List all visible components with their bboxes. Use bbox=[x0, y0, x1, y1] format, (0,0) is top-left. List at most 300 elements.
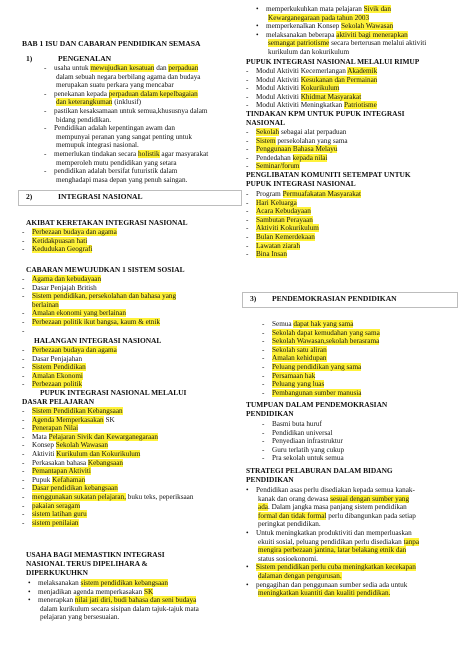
bullet-marker: • bbox=[28, 596, 31, 605]
bullet-marker: - bbox=[44, 150, 47, 158]
list-item bbox=[22, 327, 32, 336]
bullet-marker: - bbox=[246, 92, 249, 101]
list-item bbox=[22, 275, 101, 284]
subheading: AKIBAT KERETAKAN INTEGRASI NASIONAL bbox=[26, 218, 188, 227]
section-title: PENGENALAN bbox=[58, 54, 112, 63]
highlighted-text: meningkatkan kuantiti dan kualiti pendidikan. bbox=[258, 589, 391, 598]
bullet-marker: - bbox=[22, 467, 25, 476]
highlighted-text: Sekolah Wawasan,sekolah berasrama bbox=[272, 337, 380, 346]
list-item bbox=[262, 363, 361, 372]
line-text: menghadapi masa depan yang penuh saingan. bbox=[56, 175, 188, 184]
line-text: dalam sebuah negara berbilang agama dan budaya bbox=[56, 72, 201, 81]
intro-line bbox=[44, 107, 208, 116]
bullet-marker: - bbox=[246, 250, 249, 259]
highlighted-text: Bulan Kemerdekaan bbox=[256, 233, 315, 241]
line-text: secara berterusan melalui aktiviti bbox=[329, 39, 427, 48]
section-number: 2) bbox=[26, 192, 33, 201]
list-item bbox=[22, 519, 79, 528]
subheading: STRATEGI PELABURAN DALAM BIDANG bbox=[246, 466, 393, 475]
list-item bbox=[246, 137, 348, 146]
line-text: dalam kurikulum secara sisipan dalam tajuk-tajuk mata bbox=[40, 604, 199, 613]
list-item bbox=[22, 309, 126, 318]
line-text: Pupuk bbox=[32, 475, 53, 484]
list-item bbox=[246, 242, 300, 251]
list-item bbox=[246, 563, 416, 572]
list-item bbox=[246, 546, 406, 555]
subheading: CABARAN MEWUJUDKAN 1 SISTEM SOSIAL bbox=[26, 265, 185, 274]
intro-line bbox=[44, 98, 141, 107]
intro-line bbox=[44, 124, 175, 133]
line-text: Semua bbox=[272, 320, 294, 328]
list-item bbox=[28, 579, 168, 588]
intro-line bbox=[44, 176, 187, 185]
bullet-marker: - bbox=[262, 328, 265, 337]
bullet-marker: - bbox=[22, 245, 25, 254]
highlighted-text: dapat hak yang sama bbox=[293, 320, 354, 328]
bullet-marker: - bbox=[262, 454, 265, 463]
list-item bbox=[246, 581, 407, 590]
subheading: PUPUK INTEGRASI NASIONAL MELALUI RIMUP bbox=[246, 57, 420, 66]
list-item bbox=[262, 429, 332, 438]
line-text: persekolahan yang sama bbox=[275, 136, 348, 145]
bullet-marker: - bbox=[262, 363, 265, 371]
subheading: PUPUK INTEGRASI NASIONAL MELALUI bbox=[40, 388, 187, 397]
bullet-marker: - bbox=[246, 207, 249, 216]
list-item bbox=[246, 207, 311, 216]
bullet-marker: - bbox=[22, 371, 25, 380]
list-item bbox=[256, 31, 408, 40]
list-item bbox=[246, 529, 412, 538]
line-text: Dasar Penjajah British bbox=[32, 283, 97, 292]
highlighted-text: tanpa bbox=[403, 537, 420, 546]
highlighted-text: SK bbox=[143, 587, 154, 596]
highlighted-text: berlainan bbox=[32, 300, 59, 309]
highlighted-text: ada bbox=[258, 503, 268, 512]
line-text: Modul Aktiviti Kecemerlangan bbox=[256, 67, 348, 75]
list-item bbox=[262, 380, 324, 389]
bullet-marker: - bbox=[262, 320, 265, 328]
highlighted-text: Sekolah bbox=[256, 128, 280, 136]
subheading: NASIONAL bbox=[246, 118, 286, 127]
list-item bbox=[22, 346, 117, 355]
list-item bbox=[246, 199, 297, 208]
bullet-marker: - bbox=[22, 318, 25, 326]
bullet-marker: - bbox=[22, 458, 25, 467]
intro-line bbox=[44, 133, 192, 142]
list-item bbox=[262, 389, 361, 398]
bullet-marker: - bbox=[22, 475, 25, 484]
highlighted-text: Ketidakpuasan hati bbox=[32, 236, 88, 245]
highlighted-text: Sivik dan bbox=[363, 5, 391, 13]
list-item bbox=[22, 237, 87, 246]
bullet-marker: - bbox=[246, 67, 249, 75]
highlighted-text: Kefahaman bbox=[52, 475, 86, 484]
intro-line bbox=[44, 73, 200, 82]
list-item bbox=[22, 245, 92, 254]
highlighted-text: Kebangsaan bbox=[87, 458, 124, 467]
highlighted-text: Perbezaan budaya dan agama bbox=[32, 346, 117, 354]
bullet-marker: - bbox=[22, 424, 25, 433]
subheading: DIPERKUKUHKN bbox=[26, 568, 89, 577]
highlighted-text: Sistem Pendidikan bbox=[32, 363, 86, 372]
line-text: penekanan kepada bbox=[54, 89, 109, 98]
highlighted-text: holistik bbox=[138, 150, 160, 158]
bullet-marker: • bbox=[256, 5, 259, 13]
bullet-marker: - bbox=[22, 415, 25, 424]
highlighted-text: sistem pendidikan kebangsaan bbox=[80, 579, 168, 587]
bullet-marker: - bbox=[22, 275, 25, 283]
line-text: status sosioekonomi. bbox=[258, 554, 318, 563]
highlighted-text: Patriotisme bbox=[344, 101, 377, 110]
bullet-marker: - bbox=[22, 283, 25, 292]
list-item bbox=[246, 495, 409, 504]
bullet-marker: - bbox=[246, 153, 249, 162]
bullet-marker: • bbox=[256, 30, 259, 39]
list-item bbox=[22, 467, 91, 476]
list-item bbox=[246, 93, 361, 102]
list-item bbox=[22, 502, 80, 511]
highlighted-text: nilai jati diri, budi bahasa dan seni budaya bbox=[74, 596, 197, 605]
highlighted-text: dalaman dengan pengurusan. bbox=[258, 572, 342, 580]
line-text: ekuiti sosial, peluang pendidikan perlu disediakan bbox=[258, 537, 404, 546]
line-text: Pra sekolah untuk semua bbox=[272, 454, 344, 463]
highlighted-text: Sistem Pendidikan Kebangsaan bbox=[32, 407, 123, 415]
list-item bbox=[262, 454, 344, 463]
list-item bbox=[262, 372, 315, 381]
bullet-marker: - bbox=[22, 501, 25, 510]
highlighted-text: Perbezaan budaya dan agama bbox=[32, 228, 117, 236]
line-text: melaksanakan beberapa bbox=[266, 30, 337, 39]
list-item bbox=[22, 450, 140, 459]
section-title: INTEGRASI NASIONAL bbox=[58, 192, 143, 201]
list-item bbox=[246, 216, 313, 225]
subheading: DASAR PELAJARAN bbox=[22, 397, 95, 406]
line-text: Pendidikan asas perlu disediakan kepada semua kanak- bbox=[256, 486, 415, 494]
highlighted-text: Perbezaan politik ikut bangsa, kaum & etnik bbox=[32, 318, 160, 326]
list-item bbox=[22, 372, 83, 381]
list-item bbox=[246, 520, 321, 529]
highlighted-text: aktiviti bagi menerapkan bbox=[336, 30, 408, 39]
bullet-marker: - bbox=[262, 371, 265, 380]
highlighted-text: Kurikulum dan Kokurikulum bbox=[56, 450, 141, 458]
bullet-marker: - bbox=[22, 309, 25, 318]
highlighted-text: perpaduan dalam kepelbagaian bbox=[108, 89, 198, 98]
section-number: 3) bbox=[250, 294, 257, 303]
highlighted-text: Sekolah satu aliran bbox=[272, 345, 327, 354]
line-text: menerapkan bbox=[38, 596, 75, 605]
bullet-marker: - bbox=[22, 326, 25, 335]
list-item bbox=[246, 128, 346, 137]
bullet-marker: • bbox=[246, 486, 249, 494]
subheading: PENGLIBATAN KOMUNITI SETEMPAT UNTUK bbox=[246, 170, 411, 179]
bullet-marker: - bbox=[22, 441, 25, 450]
bullet-marker: - bbox=[262, 380, 265, 389]
highlighted-text: sistem penilaian bbox=[32, 518, 79, 527]
list-item bbox=[262, 420, 322, 429]
intro-line bbox=[44, 141, 139, 150]
line-text: Program bbox=[256, 190, 283, 198]
highlighted-text: Dasar pendidikan kebangsaan bbox=[32, 484, 118, 493]
list-item bbox=[28, 613, 119, 622]
highlighted-text: Pembangunan sumber manusia bbox=[272, 388, 362, 397]
line-text: peringkat pendidikan. bbox=[258, 520, 321, 529]
line-text: kurikulum dan kokurikulum bbox=[268, 48, 350, 56]
list-item bbox=[22, 355, 82, 364]
bullet-marker: - bbox=[246, 233, 249, 241]
highlighted-text: Sistem pendidikan perlu cuba meningkatkan kecekapan bbox=[256, 563, 416, 572]
line-text: usaha untuk bbox=[54, 64, 91, 72]
bullet-marker: - bbox=[22, 510, 25, 519]
list-item bbox=[256, 39, 426, 48]
line-text: bidang pendidikan. bbox=[56, 115, 112, 124]
bullet-marker: - bbox=[44, 64, 47, 72]
bullet-marker: - bbox=[246, 190, 249, 198]
highlighted-text: sesuai dengan sumber yang bbox=[330, 494, 410, 503]
line-text: memperkukuhkan mata pelajaran bbox=[266, 5, 364, 13]
list-item bbox=[22, 476, 85, 485]
list-item bbox=[246, 233, 315, 242]
list-item bbox=[256, 5, 391, 14]
bullet-marker: - bbox=[22, 450, 25, 458]
highlighted-text: Kewarganegaraan pada tahun 2003 bbox=[268, 13, 370, 22]
bullet-marker: - bbox=[22, 407, 25, 415]
intro-line bbox=[44, 150, 208, 159]
line-text: mempunyai peranan yang sangat penting untuk bbox=[56, 132, 192, 141]
line-text: memperkenalkan Konsep bbox=[266, 22, 342, 31]
list-item bbox=[22, 301, 59, 310]
line-text: Pendidikan universal bbox=[272, 428, 333, 437]
line-text: memupuk integrasi nasional. bbox=[56, 141, 139, 150]
list-item bbox=[22, 424, 78, 433]
intro-line bbox=[44, 90, 198, 99]
line-text: (inklusif) bbox=[112, 98, 142, 107]
bullet-marker: - bbox=[22, 363, 25, 372]
highlighted-text: Lawatan ziarah bbox=[256, 241, 301, 250]
document-title: BAB 1 ISU DAN CABARAN PENDIDIKAN SEMASA bbox=[22, 39, 201, 48]
line-text: melaksanakan bbox=[38, 579, 81, 587]
list-item bbox=[262, 320, 353, 329]
line-text: Modul Aktiviti bbox=[256, 84, 301, 93]
bullet-marker: • bbox=[256, 22, 259, 31]
line-text: Pendidikan adalah kepentingan awam dan bbox=[54, 124, 175, 133]
line-text: Guru terlatih yang cukup bbox=[272, 445, 345, 454]
highlighted-text: Sistem bbox=[256, 136, 276, 145]
line-text: Basmi buta huruf bbox=[272, 420, 322, 428]
highlighted-text: Sekolah Wawasan bbox=[341, 22, 394, 31]
highlighted-text: Peluang pendidikan yang sama bbox=[272, 363, 362, 371]
bullet-marker: - bbox=[246, 101, 249, 110]
highlighted-text: Peluang yang luas bbox=[272, 380, 325, 389]
bullet-marker: - bbox=[262, 337, 265, 346]
bullet-marker: • bbox=[246, 580, 249, 589]
list-item bbox=[262, 354, 327, 363]
line-text: pelajaran yang bersesuaian. bbox=[40, 613, 120, 622]
list-item bbox=[262, 446, 344, 455]
highlighted-text: Hari Keluarga bbox=[256, 198, 297, 207]
bullet-marker: - bbox=[246, 215, 249, 224]
list-item bbox=[246, 503, 407, 512]
highlighted-text: Perbezaan politik bbox=[32, 380, 83, 389]
subheading: TUMPUAN DALAM PENDEMOKRASIAN bbox=[246, 400, 388, 409]
highlighted-text: Sekolah dapat kemudahan yang sama bbox=[272, 328, 380, 337]
highlighted-text: Kokurikulum bbox=[300, 84, 340, 93]
highlighted-text: Sistem pendidikan, persekolahan dan bahasa yang bbox=[32, 292, 177, 301]
line-text: menjadikan agenda memperkasakan bbox=[38, 587, 144, 596]
bullet-marker: - bbox=[22, 236, 25, 245]
list-item bbox=[28, 596, 196, 605]
list-item bbox=[256, 48, 349, 57]
bullet-marker: - bbox=[262, 445, 265, 454]
list-item bbox=[262, 437, 343, 446]
line-text: Penyediaan infrastruktur bbox=[272, 437, 343, 446]
line-text: pastikan kesaksamaan untuk semua,khususnya dalam bbox=[54, 107, 208, 115]
highlighted-text: Acara Kebudayaan bbox=[256, 207, 311, 216]
bullet-marker: - bbox=[22, 354, 25, 363]
highlighted-text: Penerapan Nilai bbox=[32, 424, 79, 433]
highlighted-text: dan keterangkuman bbox=[56, 98, 113, 107]
line-text: perlu dibangunkan pada setiap bbox=[326, 511, 416, 520]
list-item bbox=[246, 486, 415, 495]
bullet-marker: - bbox=[22, 518, 25, 527]
highlighted-text: mengira perbezaan jantina, latar belakang etnik dan bbox=[258, 546, 407, 555]
bullet-marker: - bbox=[22, 493, 25, 501]
highlighted-text: formal dan tidak formal bbox=[258, 511, 327, 520]
list-item bbox=[246, 572, 342, 581]
line-text: pengagihan dan penggunaan sumber sedia ada untuk bbox=[256, 580, 408, 589]
subheading: USAHA BAGI MEMASTIKN INTEGRASI bbox=[26, 550, 165, 559]
bullet-marker: • bbox=[28, 587, 31, 596]
highlighted-text: perpaduan bbox=[168, 64, 199, 72]
highlighted-text: Agenda Memperkasakan bbox=[32, 415, 104, 424]
list-item bbox=[22, 228, 117, 237]
highlighted-text: Sekolah Wawasan bbox=[55, 441, 108, 450]
subheading: NASIONAL TERUS DIPELIHARA & bbox=[26, 559, 148, 568]
bullet-marker: - bbox=[246, 224, 249, 233]
list-item bbox=[246, 84, 339, 93]
highlighted-text: sistem latihan guru bbox=[32, 510, 87, 519]
bullet-marker: - bbox=[22, 380, 25, 389]
highlighted-text: semangat patriotisme bbox=[268, 39, 330, 48]
highlighted-text: Amalan kehidupan bbox=[272, 354, 327, 363]
highlighted-text: Bina Insan bbox=[256, 250, 287, 259]
bullet-marker: - bbox=[246, 75, 249, 84]
line-text: kanak dan orang dewasa bbox=[258, 494, 331, 503]
line-text: merupakan suatu perkara yang mencabar bbox=[56, 81, 174, 90]
line-text: memerlukan tindakan secara bbox=[54, 150, 139, 158]
line-text: Modul Aktiviti Meningkatkan bbox=[256, 101, 345, 110]
bullet-marker: - bbox=[44, 107, 47, 115]
highlighted-text: Kesukanan dan Permainan bbox=[300, 75, 378, 84]
list-item bbox=[256, 22, 393, 31]
bullet-marker: - bbox=[246, 136, 249, 145]
list-item bbox=[28, 588, 153, 597]
list-item bbox=[262, 337, 379, 346]
list-item bbox=[246, 512, 416, 521]
line-text: Perkasakan bahasa bbox=[32, 458, 88, 467]
bullet-marker: - bbox=[22, 292, 25, 301]
subheading: PENDIDIKAN bbox=[246, 475, 294, 484]
list-item bbox=[246, 538, 419, 547]
line-text: SK bbox=[103, 415, 115, 424]
list-item bbox=[22, 433, 158, 442]
highlighted-text: Akademik bbox=[347, 67, 378, 75]
line-text: Dasar Penjajahan bbox=[32, 354, 83, 363]
intro-line bbox=[44, 81, 174, 90]
list-item bbox=[262, 346, 327, 355]
bullet-marker: - bbox=[246, 128, 249, 136]
line-text: Aktiviti bbox=[32, 450, 57, 458]
highlighted-text: Pelajaran Sivik dan Kewarganegaraan bbox=[48, 432, 159, 441]
line-text: Mata bbox=[32, 432, 49, 441]
highlighted-text: Sambutan Perayaan bbox=[256, 215, 313, 224]
list-item bbox=[22, 493, 193, 502]
list-item bbox=[22, 407, 123, 416]
bullet-marker: - bbox=[262, 345, 265, 354]
list-item bbox=[246, 555, 318, 564]
highlighted-text: Amalan Ekonomi bbox=[32, 371, 83, 380]
list-item bbox=[256, 14, 369, 23]
section-number: 1) bbox=[26, 54, 33, 63]
bullet-marker: - bbox=[262, 354, 265, 363]
highlighted-text: Pemantapan Aktiviti bbox=[32, 467, 91, 476]
list-item bbox=[22, 318, 160, 327]
line-text: Modul Aktiviti bbox=[256, 92, 301, 101]
line-text: Modul Aktiviti bbox=[256, 75, 301, 84]
list-item bbox=[28, 605, 199, 614]
highlighted-text: Seminar/forum bbox=[256, 162, 300, 171]
highlighted-text: kepada nilai bbox=[292, 153, 328, 162]
subheading: PUPUK INTEGRASI NASIONAL bbox=[246, 179, 356, 188]
bullet-marker: - bbox=[262, 420, 265, 428]
bullet-marker: - bbox=[44, 167, 47, 176]
highlighted-text: Penggunaan Bahasa Melayu bbox=[256, 145, 338, 154]
list-item bbox=[262, 329, 380, 338]
list-item bbox=[22, 416, 115, 425]
highlighted-text: Aktiviti Kokurikulum bbox=[256, 224, 319, 233]
list-item bbox=[22, 363, 86, 372]
list-item bbox=[22, 510, 87, 519]
line-text: agar masyarakat bbox=[159, 150, 209, 158]
list-item bbox=[22, 441, 108, 450]
line-text: Konsep bbox=[32, 441, 56, 450]
bullet-marker: - bbox=[22, 432, 25, 441]
line-text: dan bbox=[154, 64, 169, 72]
line-text: sebagai alat perpaduan bbox=[279, 128, 347, 136]
bullet-marker: - bbox=[22, 484, 25, 493]
bullet-marker: - bbox=[44, 124, 47, 133]
bullet-marker: - bbox=[246, 241, 249, 250]
bullet-marker: - bbox=[44, 89, 47, 98]
list-item bbox=[246, 154, 327, 163]
list-item bbox=[22, 292, 176, 301]
list-item bbox=[22, 459, 123, 468]
line-text: . Dalam jangka masa panjang sistem pendidikan bbox=[267, 503, 407, 512]
highlighted-text: Persamaan hak bbox=[272, 371, 316, 380]
bullet-marker: - bbox=[262, 388, 265, 397]
subheading: PENDIDIKAN bbox=[246, 409, 294, 418]
highlighted-text: pakaian seragam bbox=[32, 501, 81, 510]
list-item bbox=[246, 145, 337, 154]
list-item bbox=[22, 484, 118, 493]
line-text: Untuk meningkatkan produktiviti dan memperluaskan bbox=[256, 529, 412, 537]
line-text: buku teks, peperiksaan bbox=[126, 493, 194, 501]
list-item bbox=[246, 76, 377, 85]
bullet-marker: - bbox=[22, 228, 25, 236]
highlighted-text: Khidmat Masyarakat bbox=[300, 92, 362, 101]
bullet-marker: - bbox=[246, 84, 249, 93]
line-text: pendidikan adalah bersifat futuristik dalam bbox=[54, 167, 178, 176]
highlighted-text: mewujudkan kesatuan bbox=[90, 64, 155, 72]
